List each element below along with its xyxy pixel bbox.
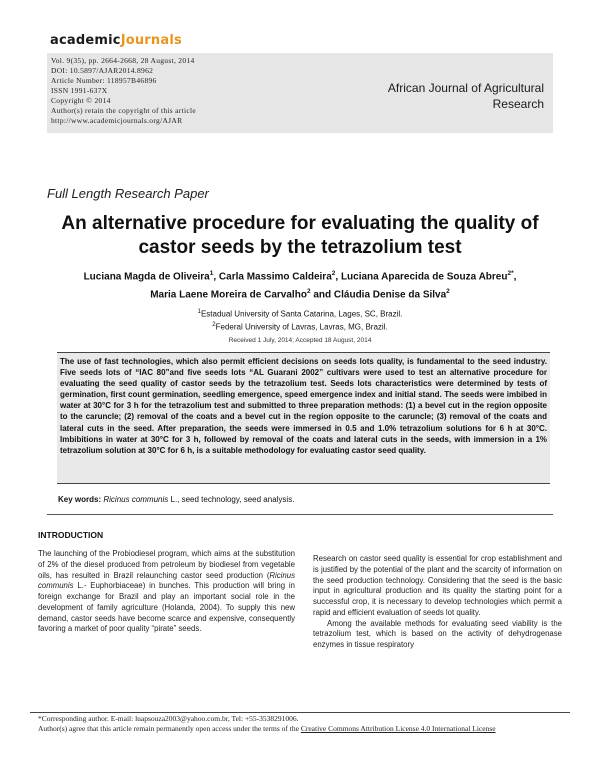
introduction-heading: INTRODUCTION xyxy=(38,530,104,540)
journal-name xyxy=(372,80,544,112)
body-paragraph: Research on castor seed quality is essential for crop establishment and is justified by the potential of the plant and the scarcity of information on the seed production technology. Considering that the seed is the basic input in agricultural production and its quality the starting point for a successful crop, it is necessary to develop technologies which permit a rapid and efficient evaluation of seeds lot quality. xyxy=(313,554,562,617)
abstract-text: The use of fast technologies, which also permit efficient decisions on seeds lots quality, is fundamental to the seed industry. Five seeds lots of “IAC 80”and five seeds lots “AL Guarani 2002” cultivars were used to test an alternative procedure for evaluating the seed quality of castor seeds by the tetrazolium test. Seeds lots characteristics were determined by tests of germination, first count germination, seedling emergence, speed emergence index and initial stand. The seeds were imbibed in water at 30°C for 3 h for the tetrazolium test and submitted to three preparation methods: (1) a bevel cut in the region opposite to the caruncle; (2) removal of the coats and a bevel cut in the region opposite to the caruncle; (3) removal of the coats and lateral cuts in the seed. After preparation, the seeds were immersed in 0.5 and 1.0% tetrazolium solutions for 6 h at 30°C. Imbibitions in water at 30°C for 3 h, followed by removal of the coats and lateral cuts in the seeds, with immersion in a 1% tetrazolium solution at 30°C for 6 h, is a suitable methodology for evaluating castor seed quality. xyxy=(60,357,547,455)
received-dates: Received 1 July, 2014; Accepted 18 August, 2014 xyxy=(228,337,372,344)
body-column-left xyxy=(38,549,295,635)
body-column-right xyxy=(313,554,562,651)
affiliation-item xyxy=(80,320,520,333)
author-separator: , xyxy=(335,271,341,283)
species-name: Ricinus communis xyxy=(38,570,295,591)
meta-doi: DOI: 10.5897/AJAR2014.8962 xyxy=(51,66,154,75)
affiliations xyxy=(80,307,520,332)
keywords-species: Ricinus communis xyxy=(103,495,169,504)
meta-volume: Vol. 9(35), pp. 2664-2668, 28 August, 2014 xyxy=(51,56,195,65)
affiliation-text: Federal University of Lavras, Lavras, MG, Brazil. xyxy=(215,322,388,332)
corresponding-author: *Corresponding author. E-mail: luapsouza2003@yahoo.com.br, Tel: +55-3538291006. xyxy=(38,714,299,723)
meta-article-number: Article Number: 118957B46896 xyxy=(51,76,157,85)
keywords xyxy=(58,495,548,504)
section-divider xyxy=(47,514,553,515)
meta-issn: ISSN 1991-637X xyxy=(51,86,108,95)
author-name: Carla Massimo Caldeira xyxy=(218,271,332,283)
footnote-divider xyxy=(30,712,570,713)
journal-name-line1: African Journal of Agricultural xyxy=(387,81,544,95)
affiliation-mark: 1 xyxy=(197,309,201,315)
author-separator: , xyxy=(213,271,219,283)
author-name: Cláudia Denise da Silva xyxy=(333,289,447,301)
license-link[interactable]: Creative Commons Attribution License 4.0 International License xyxy=(300,723,496,733)
paragraph-text: The launching of the Probiodiesel program, which aims at the substitution of 2% of the diesel produced from petroleum by biodiesel from vegetable oils, has resulted in Brazil relaunching castor seed production ( xyxy=(38,549,295,580)
keywords-label: Key words: xyxy=(58,495,102,504)
paper-title: An alternative procedure for evaluating the quality of castor seeds by the tetrazolium test xyxy=(61,213,539,258)
license-note xyxy=(38,724,558,734)
author-list xyxy=(40,266,560,303)
author-name: Maria Laene Moreira de Carvalho xyxy=(150,289,307,301)
author-affiliation-mark: 2 xyxy=(446,288,450,296)
license-text: Author(s) agree that this article remain permanently open access under the terms of the xyxy=(38,723,301,733)
footnote xyxy=(38,714,558,734)
author-name: Luciana Aparecida de Souza Abreu xyxy=(340,271,508,283)
publisher-logo xyxy=(50,33,182,48)
author-separator: , xyxy=(513,271,517,283)
keywords-rest: L., seed technology, seed analysis. xyxy=(168,495,295,504)
author-affiliation-mark: 2 xyxy=(331,270,336,277)
body-paragraph: Among the available methods for evaluating seed viability is the tetrazolium test, which is based on the activity of dehydrogenase enzymes in tissue respiratory xyxy=(313,618,562,649)
article-meta xyxy=(51,56,196,126)
author-affiliation-mark: 2 xyxy=(306,288,311,296)
paper-type: Full Length Research Paper xyxy=(47,186,209,201)
affiliation-mark: 2 xyxy=(212,321,216,328)
author-separator: and xyxy=(310,289,334,301)
logo-part-journals: Journals xyxy=(120,33,182,48)
journal-name-line2: Research xyxy=(492,97,544,111)
logo-part-academic: academic xyxy=(50,33,121,48)
affiliation-item xyxy=(80,307,520,320)
body-paragraph xyxy=(38,549,295,635)
meta-copyright: Copyright © 2014 xyxy=(51,96,111,105)
author-name: Luciana Magda de Oliveira xyxy=(83,271,210,283)
meta-rights: Author(s) retain the copyright of this article xyxy=(51,106,197,115)
affiliation-text: Estadual University of Santa Catarina, Lages, SC, Brazil. xyxy=(200,309,403,319)
paragraph-text: L.- Euphorbiaceae) in bunches. This production will bring in foreign exchange for Brazil and play an important social role in the development of family agriculture (Holanda, 2004). To supply this new demand, castor seeds have become scarce and expensive, consequently favoring a market of poor quality “pirate” seeds. xyxy=(38,581,295,634)
author-affiliation-mark: 1 xyxy=(209,270,214,277)
meta-url[interactable]: http://www.academicjournals.org/AJAR xyxy=(51,116,183,125)
author-affiliation-mark: 2* xyxy=(507,270,514,277)
